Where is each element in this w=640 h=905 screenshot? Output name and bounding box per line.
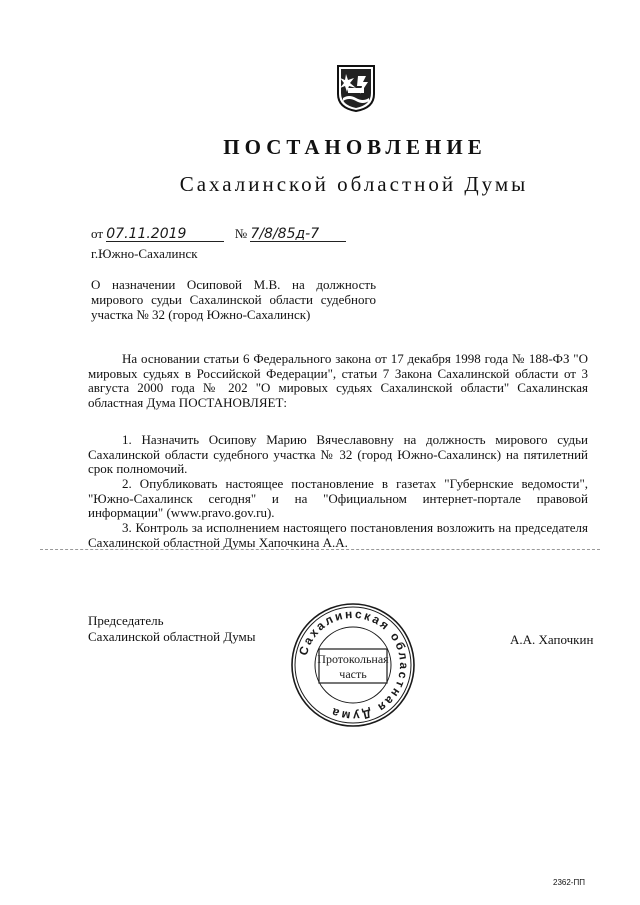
item-2-paragraph: 2. Опубликовать настоящее постановление в газетах "Губернские ведомости", "Южно-Сахалинск сегодня" и на "Официальном интернет-портале правовой информации" (www.pravo.gov.ru). — [88, 476, 588, 520]
item-3 — [88, 521, 588, 550]
stamp-center-line-2: часть — [339, 667, 367, 681]
document-title: ПОСТАНОВЛЕНИЕ — [223, 135, 487, 159]
item-1-paragraph: 1. Назначить Осипову Марию Вячеславовну на должность мирового судьи Сахалинской области судебного участка № 32 (город Южно-Сахалинск) на пятилетний срок полномочий. — [88, 432, 588, 476]
item-1 — [88, 433, 588, 477]
official-stamp — [289, 601, 417, 729]
coat-of-arms-icon — [336, 64, 376, 112]
position-line-1: Председатель — [88, 613, 164, 628]
city: г.Южно-Сахалинск — [91, 246, 198, 261]
item-2 — [88, 477, 588, 521]
stamp-center-line-1: Протокольная — [317, 652, 389, 666]
stamp-ring-text: Сахалинская областная Дума — [296, 606, 412, 724]
preamble-paragraph: На основании статьи 6 Федерального закона от 17 декабря 1998 года № 188-ФЗ "О мировых судьях в Российской Федерации", статьи 7 Закона Сахалинской области от 3 августа 2000 года № 202 "О мировых судьях Сахалинской области" Сахалинская областная Дума ПОСТАНОВЛЯЕТ: — [88, 351, 588, 410]
document-subject: О назначении Осиповой М.В. на должность мирового судьи Сахалинской области судебного участка № 32 (город Южно-Сахалинск) — [91, 277, 376, 322]
divider-line — [40, 549, 600, 550]
document-subtitle: Сахалинской областной Думы — [179, 172, 529, 196]
item-3-paragraph: 3. Контроль за исполнением настоящего постановления возложить на председателя Сахалинской областной Думы Хапочкина А.А. — [88, 520, 588, 550]
date-value: 07.11.2019 — [106, 226, 187, 242]
signatory-position — [88, 613, 256, 645]
signatory-name: А.А. Хапочкин — [510, 632, 594, 647]
position-line-2: Сахалинской областной Думы — [88, 629, 256, 644]
date-number-line — [91, 226, 346, 242]
footer-code: 2362-ПП — [553, 878, 585, 887]
document-body — [88, 352, 588, 410]
number-prefix: № — [234, 226, 248, 241]
date-prefix: от — [91, 226, 104, 241]
number-value: 7/8/85д-7 — [250, 226, 320, 242]
